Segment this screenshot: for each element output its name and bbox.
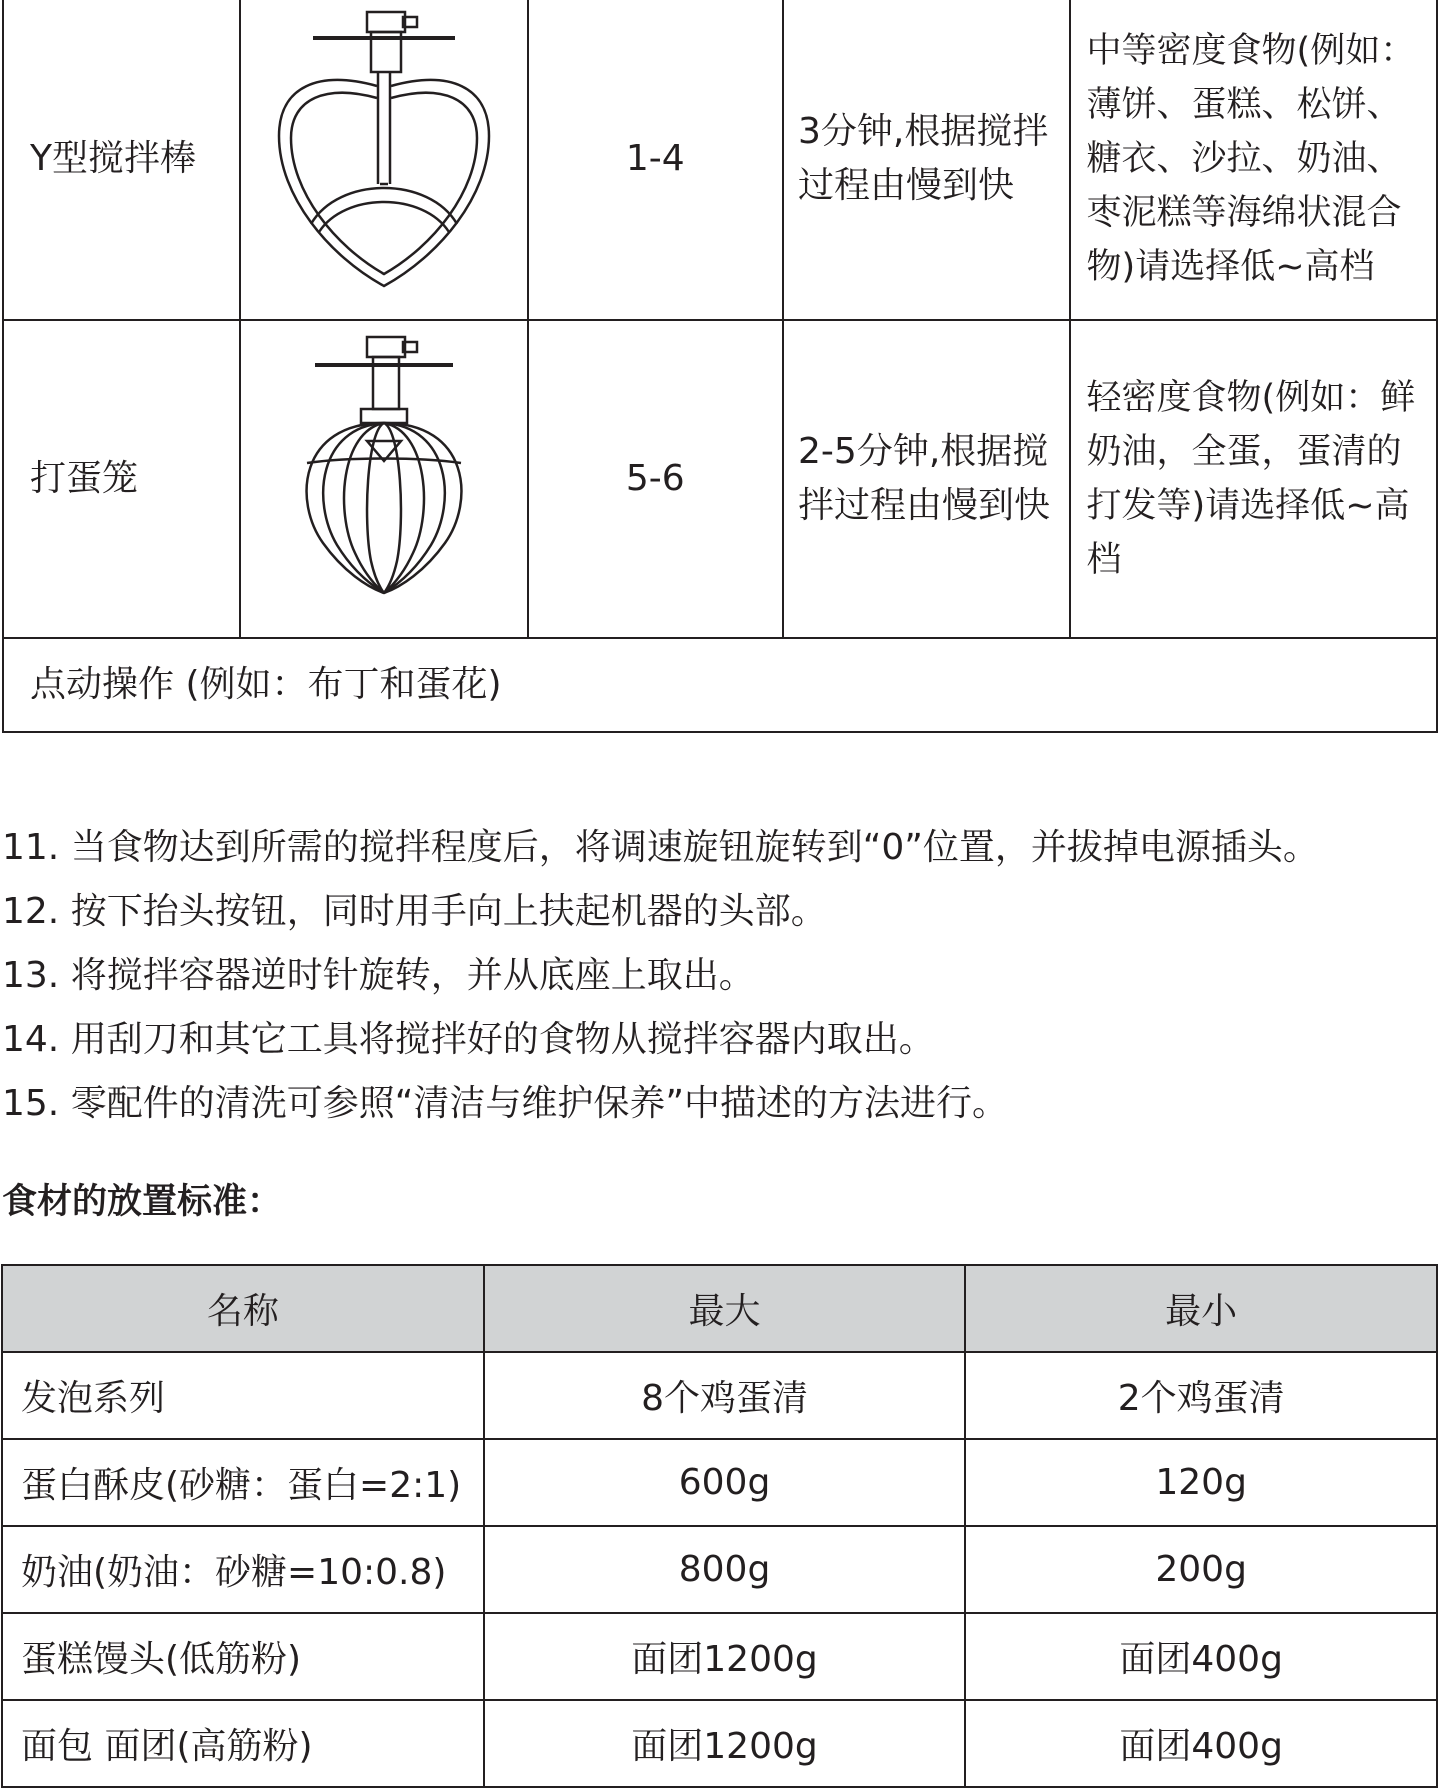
- cell-name: 面包 面团(高筋粉): [2, 1700, 484, 1787]
- table-row: [2, 1352, 1437, 1439]
- step-item: 15. 零配件的清洗可参照“清洁与维护保养”中描述的方法进行。: [2, 1083, 1008, 1124]
- cell-min: 面团400g: [965, 1700, 1437, 1787]
- mix-time-line: 2-5分钟,根据搅: [798, 431, 1049, 472]
- cell-name: 奶油(奶油：砂糖=10:0.8): [2, 1526, 484, 1613]
- cell-min: 面团400g: [965, 1613, 1437, 1700]
- capacity-header-row: [2, 1265, 1437, 1352]
- attachment-name: 打蛋笼: [3, 320, 240, 638]
- desc-line: 轻密度食物(例如：鲜: [1086, 378, 1416, 418]
- cell-max: 面团1200g: [484, 1700, 966, 1787]
- speed-range: 5-6: [528, 320, 784, 638]
- cell-max: 800g: [484, 1526, 966, 1613]
- attachment-name: Y型搅拌棒: [3, 0, 240, 320]
- cell-max: 面团1200g: [484, 1613, 966, 1700]
- table-row: [2, 1613, 1437, 1700]
- table-row: [2, 1439, 1437, 1526]
- pulse-note: 点动操作 (例如：布丁和蛋花): [3, 638, 1437, 732]
- food-description: [1070, 320, 1437, 638]
- cell-name: 蛋糕馒头(低筋粉): [2, 1613, 484, 1700]
- desc-line: 中等密度食物(例如：: [1086, 31, 1416, 71]
- desc-line: 枣泥糕等海绵状混合: [1086, 193, 1402, 233]
- cell-min: 200g: [965, 1526, 1437, 1613]
- attachment-table: [2, 0, 1438, 733]
- capacity-table: [1, 1264, 1438, 1788]
- cell-max: 600g: [484, 1439, 966, 1526]
- step-item: 13. 将搅拌容器逆时针旋转，并从底座上取出。: [2, 955, 755, 996]
- mix-time: [783, 320, 1070, 638]
- header-name: 名称: [2, 1265, 484, 1352]
- food-description: [1070, 0, 1437, 320]
- desc-line: 奶油，全蛋，蛋清的: [1086, 432, 1402, 472]
- attachment-row-flat-beater: [3, 0, 1437, 320]
- step-item: 11. 当食物达到所需的搅拌程度后，将调速旋钮旋转到“0”位置，并拔掉电源插头。: [2, 827, 1319, 868]
- step-item: 14. 用刮刀和其它工具将搅拌好的食物从搅拌容器内取出。: [2, 1019, 935, 1060]
- mix-time: [783, 0, 1070, 320]
- wire-whisk-icon: [240, 320, 528, 638]
- step-item: 12. 按下抬头按钮，同时用手向上扶起机器的头部。: [2, 891, 827, 932]
- mix-time-line: 3分钟,根据搅拌: [798, 111, 1049, 152]
- desc-line: 档: [1086, 540, 1122, 580]
- speed-range: 1-4: [528, 0, 784, 320]
- pulse-row: [3, 638, 1437, 732]
- attachment-row-wire-whisk: [3, 320, 1437, 638]
- header-min: 最小: [965, 1265, 1437, 1352]
- table-row: [2, 1526, 1437, 1613]
- mix-time-line: 拌过程由慢到快: [798, 485, 1051, 526]
- cell-min: 2个鸡蛋清: [965, 1352, 1437, 1439]
- desc-line: 糖衣、沙拉、奶油、: [1086, 139, 1402, 179]
- capacity-title: 食材的放置标准：: [2, 1182, 283, 1222]
- cell-max: 8个鸡蛋清: [484, 1352, 966, 1439]
- header-max: 最大: [484, 1265, 966, 1352]
- desc-line: 物)请选择低~高档: [1086, 247, 1375, 287]
- desc-line: 薄饼、蛋糕、松饼、: [1086, 85, 1402, 125]
- cell-min: 120g: [965, 1439, 1437, 1526]
- cell-name: 蛋白酥皮(砂糖：蛋白=2:1): [2, 1439, 484, 1526]
- desc-line: 打发等)请选择低~高: [1086, 486, 1410, 526]
- flat-beater-icon: [240, 0, 528, 320]
- steps-list: [2, 816, 1319, 1136]
- table-row: [2, 1700, 1437, 1787]
- mix-time-line: 过程由慢到快: [798, 165, 1015, 206]
- cell-name: 发泡系列: [2, 1352, 484, 1439]
